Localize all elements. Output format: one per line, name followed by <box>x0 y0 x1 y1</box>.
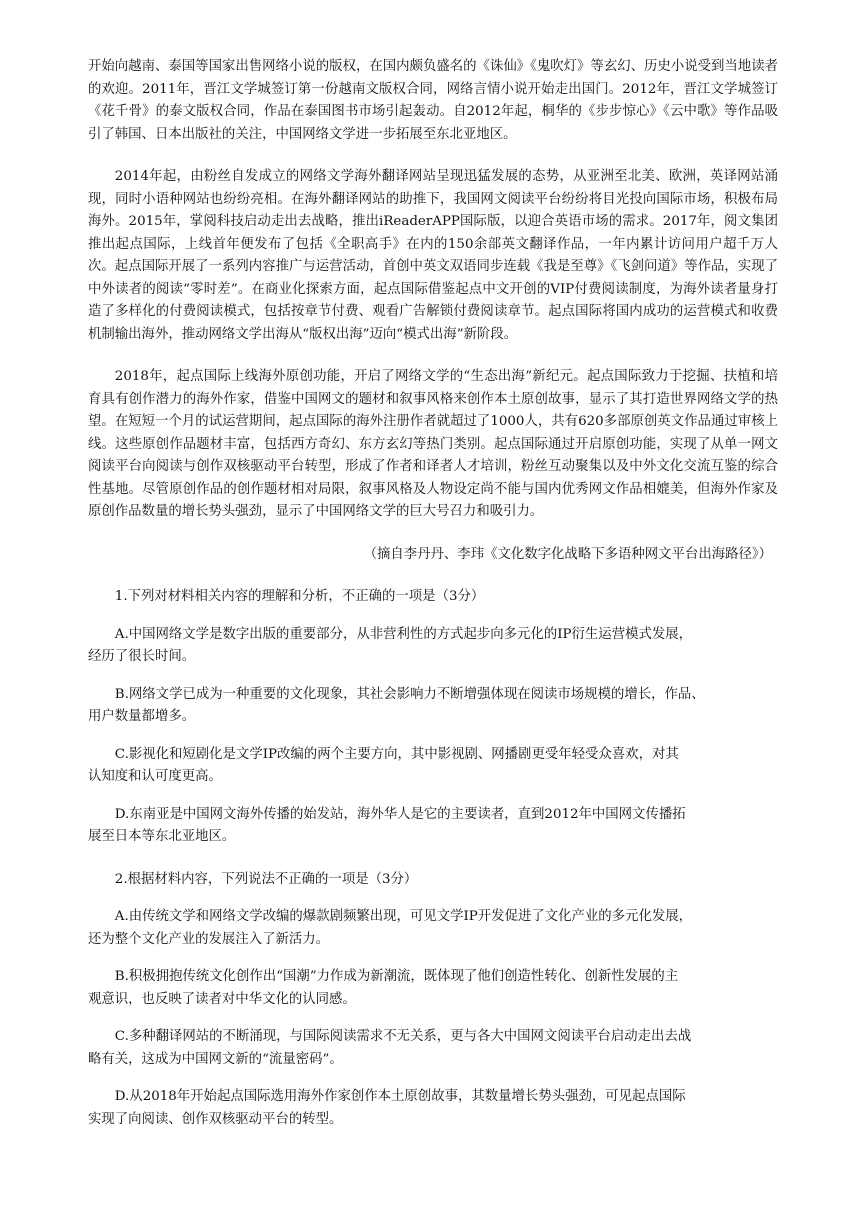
question-2-option-c: C.多种翻译网站的不断涌现，与国际阅读需求不无关系，更与各大中国网文阅读平台启动走出去战 略有关，这成为中国网文新的“流量密码”。 <box>88 1029 692 1067</box>
question-1-stem: 1.下列对材料相关内容的理解和分析，不正确的一项是（3分） <box>114 589 485 604</box>
question-2-stem: 2.根据材料内容，下列说法不正确的一项是（3分） <box>114 871 418 887</box>
citation: （摘自李丹丹、李玮《文化数字化战略下多语种网文平台出海路径》） <box>363 546 772 562</box>
question-1-option-a: A.中国网络文学是数字出版的重要部分，从非营利性的方式起步向多元化的IP衍生运营模式发展， 经历了很长时间。 <box>88 626 693 664</box>
question-1-option-d: D.东南亚是中国网文海外传播的始发站，海外华人是它的主要读者，直到2012年中国网文传播拓 展至日本等东北亚地区。 <box>88 806 686 844</box>
document-page <box>88 56 778 1131</box>
passage-paragraph-2: 2014年起，由粉丝自发成立的网络文学海外翻译网站呈现迅猛发展的态势，从亚洲至北美、欧洲，英译网站涌现，同时小语种网站也纷纷亮相。在海外翻译网站的助推下，我国网文阅读平台纷纷将目光投向国际市场，积极布局海外。2015年，掌阅科技启动走出去战略，推出iReaderAPP国际版，以迎合英语市场的需求。2017年，阅文集团推出起点国际，上线首年便发布了包括《全职高手》在内的150余部英文翻译作品，一年内累计访问用户超千万人次。起点国际开展了一系列内容推广与运营活动，首创中英文双语同步连载《我是至尊》《飞剑问道》等作品，实现了中外读者的阅读“零时差”。在商业化探索方面，起点国际借鉴起点中文开创的VIP付费阅读制度，为海外读者量身打造了多样化的付费阅读模式，包括按章节付费、观看广告解锁付费阅读章节。起点国际将国内成功的运营模式和收费机制输出海外，推动网络文学出海从“版权出海”迈向“模式出海”新阶段。 <box>88 169 778 342</box>
question-2-option-a: A.由传统文学和网络文学改编的爆款剧频繁出现，可见文学IP开发促进了文化产业的多元化发展， 还为整个文化产业的发展注入了新活力。 <box>88 909 693 947</box>
question-2-option-b: B.积极拥抱传统文化创作出“国潮”力作成为新潮流，既体现了他们创造性转化、创新性发展的主 观意识，也反映了读者对中华文化的认同感。 <box>88 969 679 1007</box>
passage-paragraph-3: 2018年，起点国际上线海外原创功能，开启了网络文学的“生态出海”新纪元。起点国际致力于挖掘、扶植和培育具有创作潜力的海外作家，借鉴中国网文的题材和叙事风格来创作本土原创故事，显示了其打造世界网络文学的热望。在短短一个月的试运营期间，起点国际的海外注册作者就超过了1000人，共有620多部原创英文作品通过审核上线。这些原创作品题材丰富，包括西方奇幻、东方玄幻等热门类别。起点国际通过开启原创功能，实现了从单一网文阅读平台向阅读与创作双核驱动平台转型，形成了作者和译者人才培训，粉丝互动聚集以及中外文化交流互鉴的综合性基地。尽管原创作品的创作题材相对局限，叙事风格及人物设定尚不能与国内优秀网文作品相媲美，但海外作家及原创作品数量的增长势头强劲，显示了中国网络文学的巨大号召力和吸引力。 <box>88 369 778 519</box>
question-2-option-d: D.从2018年开始起点国际选用海外作家创作本土原创故事，其数量增长势头强劲，可见起点国际 实现了向阅读、创作双核驱动平台的转型。 <box>88 1089 686 1127</box>
question-1-option-b: B.网络文学已成为一种重要的文化现象，其社会影响力不断增强体现在阅读市场规模的增长，作品、 用户数量都增多。 <box>88 686 705 724</box>
passage-paragraph-1: 开始向越南、泰国等国家出售网络小说的版权，在国内颇负盛名的《诛仙》《鬼吹灯》等玄幻、历史小说受到当地读者的欢迎。2011年，晋江文学城签订第一份越南文版权合同，网络言情小说开始走出国门。2012年，晋江文学城签订《花千骨》的泰文版权合同，作品在泰国图书市场引起轰动。自2012年起，桐华的《步步惊心》《云中歌》等作品吸引了韩国、日本出版社的关注，中国网络文学进一步拓展至东北亚地区。 <box>88 59 778 142</box>
question-1-option-c: C.影视化和短剧化是文学IP改编的两个主要方向，其中影视剧、网播剧更受年轻受众喜欢，对其 认知度和认可度更高。 <box>88 746 679 784</box>
